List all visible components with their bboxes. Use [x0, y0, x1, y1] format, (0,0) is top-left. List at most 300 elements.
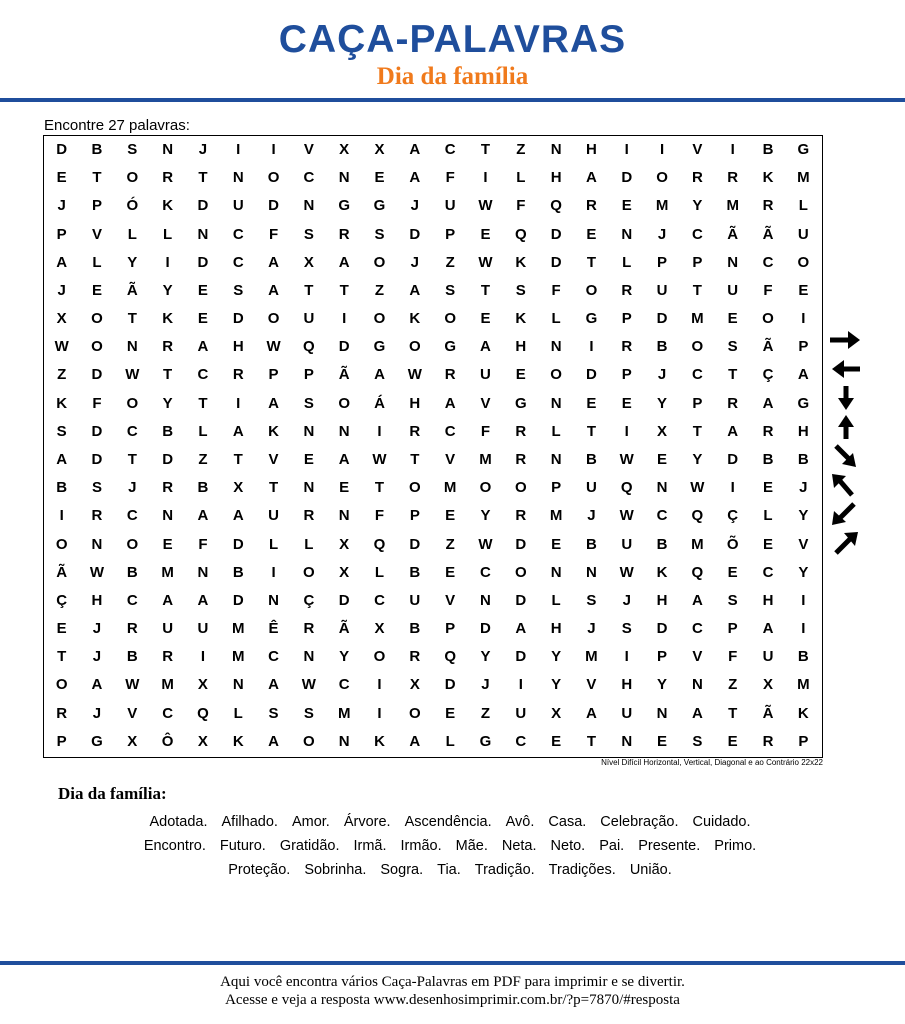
grid-letter[interactable]: J: [57, 281, 66, 299]
grid-letter[interactable]: S: [127, 141, 138, 158]
grid-letter[interactable]: A: [197, 507, 209, 525]
grid-letter[interactable]: S: [303, 704, 314, 722]
grid-letter[interactable]: B: [91, 141, 103, 158]
grid-letter[interactable]: E: [657, 451, 668, 468]
grid-letter[interactable]: S: [374, 225, 385, 243]
grid-letter[interactable]: E: [657, 732, 668, 750]
grid-letter[interactable]: N: [232, 169, 244, 187]
grid-letter[interactable]: V: [303, 141, 314, 158]
grid-letter[interactable]: A: [91, 676, 103, 694]
grid-letter[interactable]: V: [91, 225, 102, 243]
grid-letter[interactable]: C: [126, 507, 138, 525]
grid-letter[interactable]: R: [515, 451, 527, 468]
grid-letter[interactable]: C: [197, 366, 209, 384]
grid-letter[interactable]: Q: [514, 225, 527, 243]
grid-letter[interactable]: P: [798, 338, 809, 356]
grid-letter[interactable]: I: [730, 479, 735, 497]
grid-letter[interactable]: Ã: [126, 281, 138, 299]
grid-letter[interactable]: M: [726, 197, 739, 215]
grid-letter[interactable]: Q: [620, 479, 633, 497]
grid-letter[interactable]: G: [479, 732, 492, 750]
grid-letter[interactable]: N: [727, 253, 739, 271]
grid-letter[interactable]: R: [762, 197, 774, 215]
grid-letter[interactable]: N: [621, 225, 633, 243]
grid-letter[interactable]: M: [161, 563, 174, 581]
grid-letter[interactable]: N: [550, 338, 562, 356]
grid-letter[interactable]: N: [268, 591, 279, 609]
grid-letter[interactable]: T: [163, 366, 173, 384]
grid-letter[interactable]: S: [621, 620, 632, 638]
grid-letter[interactable]: D: [656, 310, 668, 328]
grid-letter[interactable]: E: [586, 394, 597, 412]
grid-letter[interactable]: I: [377, 704, 382, 722]
grid-letter[interactable]: A: [762, 620, 774, 638]
grid-letter[interactable]: H: [409, 394, 421, 412]
grid-letter[interactable]: B: [586, 535, 597, 553]
grid-letter[interactable]: L: [233, 704, 243, 722]
grid-letter[interactable]: S: [56, 422, 67, 440]
grid-letter[interactable]: D: [480, 620, 491, 638]
grid-letter[interactable]: G: [585, 310, 598, 328]
grid-letter[interactable]: T: [480, 141, 491, 158]
grid-letter[interactable]: P: [56, 732, 67, 750]
grid-letter[interactable]: U: [656, 281, 668, 299]
grid-letter[interactable]: K: [797, 704, 809, 722]
grid-letter[interactable]: U: [232, 197, 244, 215]
grid-letter[interactable]: J: [622, 591, 631, 609]
grid-letter[interactable]: R: [303, 507, 315, 525]
grid-letter[interactable]: K: [232, 732, 244, 750]
grid-letter[interactable]: D: [91, 422, 103, 440]
grid-letter[interactable]: H: [550, 620, 562, 638]
grid-letter[interactable]: F: [516, 197, 526, 215]
grid-letter[interactable]: K: [409, 310, 421, 328]
grid-letter[interactable]: R: [338, 225, 350, 243]
grid-letter[interactable]: M: [549, 507, 563, 525]
grid-letter[interactable]: U: [515, 704, 527, 722]
grid-letter[interactable]: J: [92, 620, 102, 638]
grid-letter[interactable]: O: [303, 732, 315, 750]
grid-letter[interactable]: P: [91, 197, 102, 215]
grid-letter[interactable]: M: [161, 676, 174, 694]
grid-letter[interactable]: I: [59, 507, 64, 525]
grid-letter[interactable]: N: [303, 197, 315, 215]
grid-letter[interactable]: B: [797, 648, 809, 666]
grid-letter[interactable]: Y: [692, 197, 703, 215]
grid-letter[interactable]: N: [232, 676, 244, 694]
grid-letter[interactable]: J: [799, 479, 808, 497]
grid-letter[interactable]: Q: [197, 704, 209, 722]
grid-letter[interactable]: W: [125, 676, 140, 694]
grid-letter[interactable]: L: [798, 197, 808, 215]
grid-letter[interactable]: R: [727, 169, 739, 187]
grid-letter[interactable]: F: [763, 281, 773, 299]
grid-letter[interactable]: O: [585, 281, 598, 299]
grid-letter[interactable]: Z: [57, 366, 67, 384]
grid-letter[interactable]: M: [691, 535, 704, 553]
grid-letter[interactable]: E: [197, 310, 208, 328]
grid-letter[interactable]: A: [797, 366, 809, 384]
grid-letter[interactable]: U: [409, 591, 421, 609]
grid-letter[interactable]: W: [478, 197, 493, 215]
grid-letter[interactable]: D: [656, 620, 668, 638]
grid-letter[interactable]: G: [373, 197, 386, 215]
grid-letter[interactable]: S: [727, 338, 738, 356]
grid-letter[interactable]: L: [551, 591, 561, 609]
grid-letter[interactable]: K: [56, 394, 68, 412]
grid-letter[interactable]: N: [621, 732, 633, 750]
grid-letter[interactable]: C: [691, 366, 703, 384]
grid-letter[interactable]: M: [479, 451, 492, 468]
grid-letter[interactable]: H: [232, 338, 244, 356]
grid-letter[interactable]: Z: [445, 535, 455, 553]
grid-letter[interactable]: M: [231, 648, 245, 666]
grid-letter[interactable]: R: [727, 394, 739, 412]
grid-letter[interactable]: P: [657, 253, 668, 271]
grid-letter[interactable]: E: [621, 197, 632, 215]
grid-letter[interactable]: J: [481, 676, 490, 694]
grid-letter[interactable]: E: [56, 620, 67, 638]
grid-letter[interactable]: Ç: [727, 507, 739, 525]
grid-letter[interactable]: H: [550, 169, 562, 187]
grid-letter[interactable]: X: [763, 676, 774, 694]
grid-letter[interactable]: E: [56, 169, 67, 187]
grid-letter[interactable]: M: [797, 676, 810, 694]
grid-letter[interactable]: M: [655, 197, 669, 215]
grid-letter[interactable]: Ã: [56, 563, 68, 581]
grid-letter[interactable]: L: [374, 563, 385, 581]
grid-letter[interactable]: D: [91, 451, 103, 468]
grid-letter[interactable]: T: [692, 281, 702, 299]
grid-letter[interactable]: F: [198, 535, 208, 553]
grid-letter[interactable]: L: [198, 422, 208, 440]
grid-letter[interactable]: E: [586, 225, 597, 243]
grid-letter[interactable]: T: [692, 422, 702, 440]
grid-letter[interactable]: H: [621, 676, 633, 694]
grid-letter[interactable]: U: [621, 704, 633, 722]
grid-letter[interactable]: Ç: [56, 591, 68, 609]
grid-letter[interactable]: K: [515, 310, 527, 328]
grid-letter[interactable]: E: [727, 310, 738, 328]
grid-letter[interactable]: W: [125, 366, 140, 384]
grid-letter[interactable]: A: [56, 451, 68, 468]
grid-letter[interactable]: O: [762, 310, 774, 328]
grid-letter[interactable]: N: [126, 338, 138, 356]
grid-letter[interactable]: N: [691, 676, 703, 694]
grid-letter[interactable]: N: [162, 507, 174, 525]
grid-letter[interactable]: T: [410, 451, 420, 468]
grid-letter[interactable]: Q: [691, 563, 704, 581]
grid-letter[interactable]: A: [409, 732, 421, 750]
grid-letter[interactable]: D: [550, 253, 562, 271]
grid-letter[interactable]: I: [200, 648, 205, 666]
grid-letter[interactable]: W: [266, 338, 281, 356]
grid-letter[interactable]: C: [162, 704, 174, 722]
grid-letter[interactable]: J: [92, 704, 102, 722]
grid-letter[interactable]: B: [762, 141, 774, 158]
grid-letter[interactable]: L: [92, 253, 102, 271]
grid-letter[interactable]: A: [480, 338, 491, 356]
grid-letter[interactable]: X: [339, 535, 350, 553]
grid-letter[interactable]: V: [586, 676, 597, 694]
grid-letter[interactable]: B: [797, 451, 809, 468]
grid-letter[interactable]: C: [268, 648, 279, 666]
grid-letter[interactable]: X: [127, 732, 138, 750]
grid-letter[interactable]: H: [656, 591, 668, 609]
grid-letter[interactable]: F: [551, 281, 561, 299]
grid-letter[interactable]: G: [797, 394, 810, 412]
grid-letter[interactable]: O: [408, 704, 421, 722]
grid-letter[interactable]: L: [551, 422, 561, 440]
grid-letter[interactable]: A: [338, 451, 350, 468]
grid-letter[interactable]: T: [586, 732, 596, 750]
grid-letter[interactable]: W: [301, 676, 316, 694]
grid-letter[interactable]: C: [691, 225, 703, 243]
grid-letter[interactable]: W: [478, 253, 493, 271]
grid-letter[interactable]: X: [233, 479, 244, 497]
grid-letter[interactable]: L: [127, 225, 137, 243]
grid-letter[interactable]: B: [162, 422, 174, 440]
grid-letter[interactable]: B: [656, 338, 668, 356]
grid-letter[interactable]: O: [514, 479, 527, 497]
grid-letter[interactable]: X: [56, 310, 67, 328]
grid-letter[interactable]: X: [303, 253, 314, 271]
grid-letter[interactable]: H: [515, 338, 527, 356]
grid-letter[interactable]: B: [762, 451, 774, 468]
grid-letter[interactable]: I: [730, 141, 735, 158]
grid-letter[interactable]: G: [514, 394, 527, 412]
grid-letter[interactable]: S: [692, 732, 703, 750]
grid-letter[interactable]: B: [586, 451, 597, 468]
grid-letter[interactable]: Ã: [762, 225, 774, 243]
grid-letter[interactable]: T: [480, 281, 491, 299]
grid-letter[interactable]: S: [586, 591, 597, 609]
grid-letter[interactable]: S: [268, 704, 279, 722]
grid-letter[interactable]: I: [165, 253, 170, 271]
grid-letter[interactable]: S: [303, 394, 314, 412]
grid-letter[interactable]: U: [762, 648, 774, 666]
grid-letter[interactable]: T: [127, 451, 137, 468]
grid-letter[interactable]: O: [55, 535, 68, 553]
grid-letter[interactable]: Z: [445, 253, 455, 271]
grid-letter[interactable]: N: [550, 451, 562, 468]
grid-letter[interactable]: J: [410, 197, 419, 215]
grid-letter[interactable]: T: [728, 366, 738, 384]
grid-letter[interactable]: Y: [798, 563, 809, 581]
grid-letter[interactable]: E: [727, 732, 738, 750]
grid-letter[interactable]: P: [692, 253, 703, 271]
grid-letter[interactable]: D: [515, 535, 527, 553]
grid-letter[interactable]: A: [691, 704, 703, 722]
grid-letter[interactable]: M: [337, 704, 351, 722]
grid-letter[interactable]: C: [691, 620, 703, 638]
grid-letter[interactable]: L: [304, 535, 314, 553]
grid-letter[interactable]: R: [621, 338, 633, 356]
grid-letter[interactable]: P: [621, 310, 632, 328]
grid-letter[interactable]: J: [657, 366, 667, 384]
grid-letter[interactable]: T: [586, 253, 596, 271]
grid-letter[interactable]: N: [338, 732, 350, 750]
grid-letter[interactable]: I: [801, 310, 806, 328]
grid-letter[interactable]: Y: [480, 648, 491, 666]
grid-letter[interactable]: O: [373, 253, 386, 271]
grid-letter[interactable]: T: [374, 479, 385, 497]
grid-letter[interactable]: U: [727, 281, 739, 299]
grid-letter[interactable]: R: [56, 704, 68, 722]
grid-letter[interactable]: Z: [374, 281, 385, 299]
grid-letter[interactable]: N: [162, 141, 174, 158]
grid-letter[interactable]: P: [445, 225, 456, 243]
grid-letter[interactable]: Õ: [726, 535, 739, 553]
grid-letter[interactable]: U: [621, 535, 633, 553]
grid-letter[interactable]: O: [444, 310, 456, 328]
grid-letter[interactable]: L: [445, 732, 455, 750]
grid-letter[interactable]: R: [409, 648, 421, 666]
grid-letter[interactable]: X: [374, 620, 385, 638]
grid-letter[interactable]: A: [232, 422, 244, 440]
grid-letter[interactable]: F: [374, 507, 385, 525]
grid-letter[interactable]: N: [338, 507, 350, 525]
grid-letter[interactable]: T: [586, 422, 596, 440]
grid-letter[interactable]: E: [339, 479, 350, 497]
grid-letter[interactable]: M: [691, 310, 704, 328]
grid-letter[interactable]: V: [127, 704, 138, 722]
grid-letter[interactable]: I: [342, 310, 347, 328]
grid-letter[interactable]: E: [445, 563, 456, 581]
grid-letter[interactable]: W: [407, 366, 422, 384]
grid-letter[interactable]: L: [622, 253, 632, 271]
grid-letter[interactable]: X: [409, 676, 420, 694]
grid-letter[interactable]: R: [586, 197, 597, 215]
grid-letter[interactable]: U: [444, 197, 456, 215]
grid-letter[interactable]: Q: [691, 507, 704, 525]
grid-letter[interactable]: B: [409, 620, 421, 638]
grid-letter[interactable]: Z: [516, 141, 526, 158]
grid-letter[interactable]: R: [126, 620, 138, 638]
grid-letter[interactable]: N: [303, 422, 315, 440]
grid-letter[interactable]: D: [268, 197, 279, 215]
grid-letter[interactable]: J: [198, 141, 208, 158]
grid-letter[interactable]: F: [480, 422, 491, 440]
grid-letter[interactable]: N: [550, 563, 562, 581]
grid-letter[interactable]: C: [126, 422, 138, 440]
grid-letter[interactable]: J: [587, 507, 596, 525]
grid-letter[interactable]: Y: [480, 507, 491, 525]
grid-letter[interactable]: O: [408, 338, 421, 356]
grid-letter[interactable]: Ô: [161, 732, 174, 750]
grid-letter[interactable]: L: [551, 310, 561, 328]
grid-letter[interactable]: D: [338, 591, 350, 609]
grid-letter[interactable]: Ê: [268, 620, 279, 638]
grid-letter[interactable]: A: [762, 394, 774, 412]
grid-letter[interactable]: Z: [198, 451, 208, 468]
grid-letter[interactable]: U: [162, 620, 174, 638]
grid-letter[interactable]: C: [762, 253, 774, 271]
grid-letter[interactable]: D: [515, 648, 527, 666]
grid-letter[interactable]: R: [515, 422, 527, 440]
grid-letter[interactable]: D: [409, 535, 421, 553]
grid-letter[interactable]: O: [126, 169, 139, 187]
grid-letter[interactable]: A: [268, 732, 279, 750]
grid-letter[interactable]: R: [762, 422, 774, 440]
grid-letter[interactable]: O: [55, 676, 68, 694]
grid-letter[interactable]: F: [92, 394, 102, 412]
grid-letter[interactable]: O: [126, 394, 139, 412]
grid-letter[interactable]: E: [621, 394, 632, 412]
grid-letter[interactable]: A: [268, 394, 279, 412]
grid-letter[interactable]: R: [232, 366, 244, 384]
grid-letter[interactable]: Q: [373, 535, 386, 553]
grid-letter[interactable]: C: [444, 141, 456, 158]
grid-letter[interactable]: B: [126, 563, 138, 581]
grid-letter[interactable]: R: [444, 366, 456, 384]
grid-letter[interactable]: S: [233, 281, 244, 299]
grid-letter[interactable]: B: [56, 479, 68, 497]
grid-letter[interactable]: K: [762, 169, 774, 187]
grid-letter[interactable]: E: [480, 310, 491, 328]
grid-letter[interactable]: D: [444, 676, 456, 694]
grid-letter[interactable]: A: [338, 253, 350, 271]
grid-letter[interactable]: R: [409, 422, 421, 440]
grid-letter[interactable]: O: [691, 338, 704, 356]
grid-letter[interactable]: U: [303, 310, 315, 328]
grid-letter[interactable]: F: [728, 648, 738, 666]
grid-letter[interactable]: R: [621, 281, 633, 299]
grid-letter[interactable]: J: [587, 620, 596, 638]
grid-letter[interactable]: B: [409, 563, 421, 581]
grid-letter[interactable]: Ã: [762, 338, 774, 356]
grid-letter[interactable]: S: [91, 479, 102, 497]
grid-letter[interactable]: N: [197, 225, 209, 243]
grid-letter[interactable]: M: [231, 620, 245, 638]
grid-letter[interactable]: S: [727, 591, 738, 609]
grid-letter[interactable]: W: [372, 451, 387, 468]
grid-letter[interactable]: L: [763, 507, 773, 525]
grid-letter[interactable]: C: [656, 507, 668, 525]
grid-letter[interactable]: D: [621, 169, 633, 187]
grid-letter[interactable]: T: [304, 281, 314, 299]
grid-letter[interactable]: H: [797, 422, 809, 440]
grid-letter[interactable]: O: [267, 310, 280, 328]
grid-letter[interactable]: N: [197, 563, 209, 581]
grid-letter[interactable]: Ç: [762, 366, 774, 384]
grid-letter[interactable]: N: [338, 422, 350, 440]
grid-letter[interactable]: A: [586, 169, 597, 187]
grid-letter[interactable]: I: [801, 620, 806, 638]
grid-letter[interactable]: A: [374, 366, 385, 384]
grid-letter[interactable]: D: [515, 591, 527, 609]
grid-letter[interactable]: D: [727, 451, 739, 468]
grid-letter[interactable]: I: [271, 141, 276, 158]
grid-letter[interactable]: R: [91, 507, 103, 525]
grid-letter[interactable]: W: [478, 535, 493, 553]
grid-letter[interactable]: I: [624, 422, 629, 440]
grid-letter[interactable]: R: [762, 732, 774, 750]
grid-letter[interactable]: Y: [162, 281, 173, 299]
grid-letter[interactable]: V: [445, 451, 456, 468]
grid-letter[interactable]: G: [373, 338, 386, 356]
grid-letter[interactable]: T: [57, 648, 67, 666]
grid-letter[interactable]: W: [690, 479, 705, 497]
grid-letter[interactable]: K: [162, 197, 174, 215]
grid-letter[interactable]: Y: [162, 394, 173, 412]
grid-letter[interactable]: A: [409, 141, 421, 158]
grid-letter[interactable]: C: [126, 591, 138, 609]
grid-letter[interactable]: Q: [444, 648, 456, 666]
grid-letter[interactable]: T: [198, 394, 208, 412]
grid-letter[interactable]: K: [656, 563, 668, 581]
grid-letter[interactable]: M: [585, 648, 598, 666]
